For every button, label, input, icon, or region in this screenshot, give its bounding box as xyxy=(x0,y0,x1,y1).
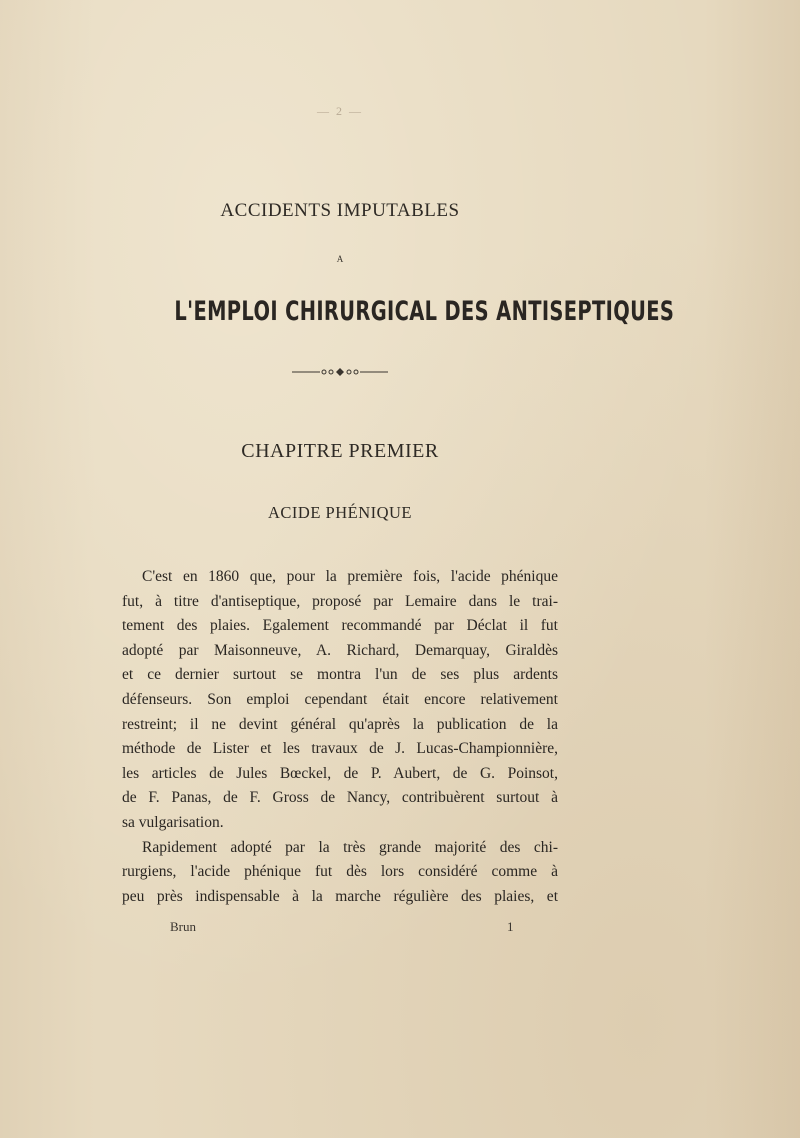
body-paragraphs xyxy=(122,565,558,909)
body-line: tement des plaies. Egalement recommandé par Déclat il fut xyxy=(122,617,558,635)
chapter-heading: CHAPITRE PREMIER xyxy=(241,440,439,462)
body-line: restreint; il ne devint général qu'après la publication de la xyxy=(122,715,558,733)
body-line: les articles de Jules Bœckel, de P. Aubert, de G. Poinsot, xyxy=(122,764,558,782)
page-number: 1 xyxy=(507,919,514,934)
body-line: défenseurs. Son emploi cependant était encore relativement xyxy=(122,690,558,708)
body-line: adopté par Maisonneuve, A. Richard, Demarquay, Giraldès xyxy=(122,641,558,659)
section-heading: ACIDE PHÉNIQUE xyxy=(267,503,413,522)
body-line: Rapidement adopté par la très grande majorité des chi- xyxy=(142,838,558,856)
faint-page-mark: — 2 — xyxy=(317,104,363,118)
title-line-2: L'EMPLOI CHIRURGICAL DES ANTISEPTIQUES xyxy=(174,296,675,327)
body-line: C'est en 1860 que, pour la première fois, l'acide phénique xyxy=(142,568,558,585)
body-line: et ce dernier surtout se montra l'un de ses plus ardents xyxy=(122,666,558,684)
body-line: de F. Panas, de F. Gross de Nancy, contribuèrent surtout à xyxy=(122,789,558,807)
body-line: méthode de Lister et les travaux de J. Lucas-Championnière, xyxy=(122,740,558,758)
title-line-1: ACCIDENTS IMPUTABLES xyxy=(220,200,460,221)
body-line: sa vulgarisation. xyxy=(122,813,224,831)
footer-signature: Brun xyxy=(170,919,196,934)
ornament-divider-icon xyxy=(290,366,390,378)
body-line: fut, à titre d'antiseptique, proposé par Lemaire dans le trai- xyxy=(122,592,558,610)
body-line: rurgiens, l'acide phénique fut dès lors considéré comme à xyxy=(122,863,558,881)
title-connector: A xyxy=(336,254,344,264)
body-line: peu près indispensable à la marche régulière des plaies, et xyxy=(122,887,558,905)
